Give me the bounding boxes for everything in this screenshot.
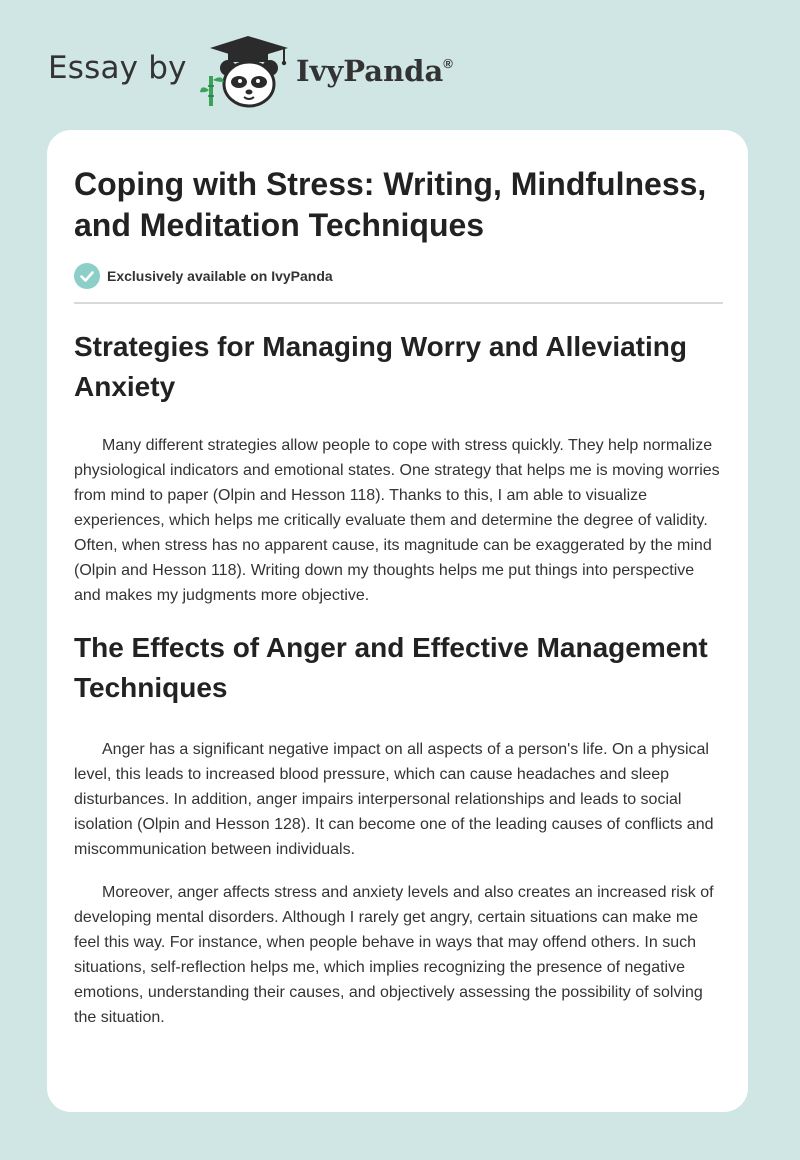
paragraph: Many different strategies allow people to cope with stress quickly. They help normalize physiological indicators and emotional states. One strategy that helps me is moving worries from mind to paper (Olpin and Hesson 118). Thanks to this, I am able to visualize experiences, which helps me critically evaluate them and determine the degree of validity. Often, when stress has no apparent cause, its magnitude can be exaggerated by the mind (Olpin and Hesson 118). Writing down my thoughts helps me put things into perspective and makes my judgments more objective. — [74, 437, 720, 604]
exclusive-badge — [74, 262, 724, 290]
divider — [74, 302, 723, 304]
check-circle-icon — [74, 263, 100, 289]
section-strategies — [74, 327, 724, 608]
essay-content — [74, 164, 724, 1030]
paragraph: Anger has a significant negative impact on all aspects of a person's life. On a physical level, this leads to increased blood pressure, which can cause headaches and sleep disturbances. In addition, anger impairs interpersonal relationships and leads to social isolation (Olpin and Hesson 128). It can become one of the leading causes of conflicts and miscommunication between individuals. — [74, 741, 714, 858]
section-heading: The Effects of Anger and Effective Management Techniques — [74, 632, 708, 703]
exclusive-badge-text: Exclusively available on IvyPanda — [107, 268, 333, 284]
brand-header[interactable] — [48, 34, 508, 110]
section-anger — [74, 628, 724, 1030]
section-heading: Strategies for Managing Worry and Alleviating Anxiety — [74, 331, 687, 402]
panda-logo-icon — [200, 34, 296, 110]
brand-prefix: Essay by — [48, 50, 187, 86]
brand-name: IvyPanda® — [296, 54, 453, 88]
essay-card — [47, 130, 748, 1112]
essay-title: Coping with Stress: Writing, Mindfulness, and Meditation Techniques — [74, 166, 707, 243]
registered-mark: ® — [443, 56, 453, 72]
paragraph: Moreover, anger affects stress and anxiety levels and also creates an increased risk of developing mental disorders. Although I rarely get angry, certain situations can make me feel this way. For instance, when people behave in ways that may offend others. In such situations, self-reflection helps me, which implies recognizing the presence of negative emotions, understanding their causes, and objectively assessing the possibility of solving the situation. — [74, 884, 714, 1026]
